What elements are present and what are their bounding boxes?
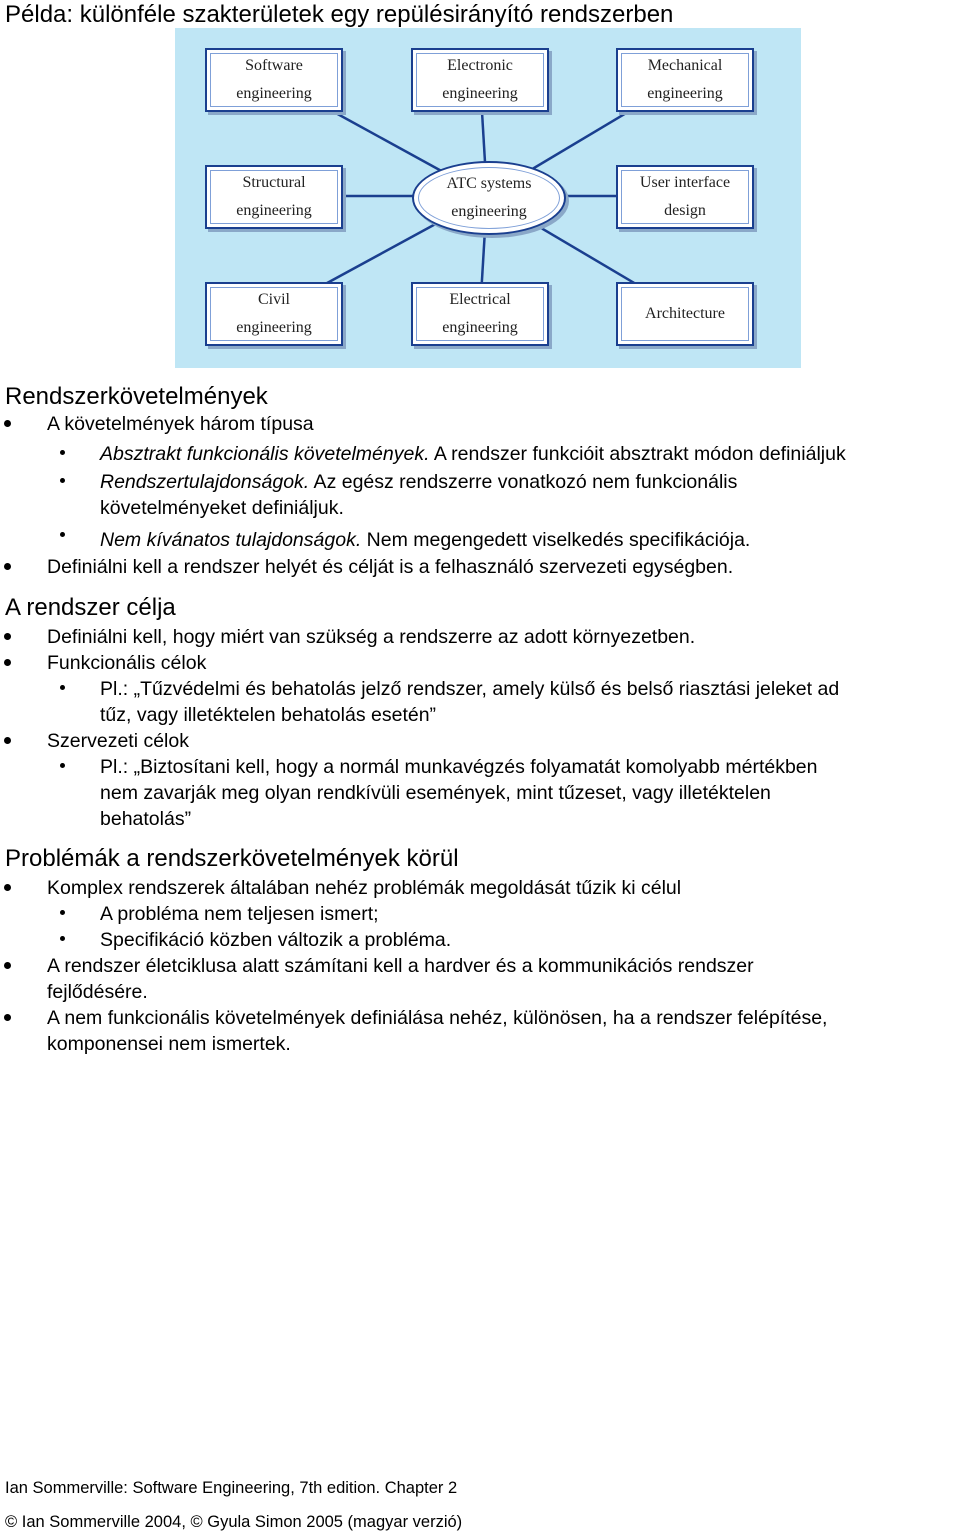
term: Nem kívánatos tulajdonságok. xyxy=(100,529,362,551)
list-item: A nem funkcionális követelmények definiálása nehéz, különösen, ha a rendszer felépítése, xyxy=(47,1007,828,1029)
box-software-engineering xyxy=(205,48,343,112)
ellipse-label-2: engineering xyxy=(451,203,527,220)
list-item: Pl.: „Tűzvédelmi és behatolás jelző rendszer, amely külső és belső riasztási jeleket ad xyxy=(100,678,840,700)
box-label-1: Mechanical xyxy=(647,57,723,74)
list-item: A rendszer életciklusa alatt számítani kell a hardver és a kommunikációs rendszer xyxy=(47,955,754,977)
term: Rendszertulajdonságok. xyxy=(100,471,310,493)
box-mechanical-engineering xyxy=(616,48,754,112)
page-title: Példa: különféle szakterületek egy repülésirányító rendszerben xyxy=(5,1,674,28)
list-item-continuation: nem zavarják meg olyan rendkívüli események, mint tűzeset, vagy illetéktelen xyxy=(100,782,771,804)
sub-bullet-icon xyxy=(60,532,65,537)
box-label-1: Software xyxy=(245,57,303,74)
box-label-2: engineering xyxy=(442,85,518,102)
list-item-continuation: tűz, vagy illetéktelen behatolás esetén” xyxy=(100,704,437,726)
list-item: A követelmények három típusa xyxy=(47,413,314,435)
list-item: Specifikáció közben változik a probléma. xyxy=(100,929,452,951)
list-item: Komplex rendszerek általában nehéz problémák megoldását tűzik ki célul xyxy=(47,877,682,899)
box-label-1: Electrical xyxy=(449,291,511,308)
sub-bullet-icon xyxy=(60,936,65,941)
sub-bullet-icon xyxy=(60,685,65,690)
box-label-2: engineering xyxy=(236,85,312,102)
box-label-2: engineering xyxy=(442,319,518,336)
ellipse-label-1: ATC systems xyxy=(446,175,532,192)
list-item: Pl.: „Biztosítani kell, hogy a normál munkavégzés folyamatát komolyabb mértékben xyxy=(100,756,818,778)
box-label-2: engineering xyxy=(236,319,312,336)
box-electronic-engineering xyxy=(411,48,549,112)
term: Absztrakt funkcionális követelmények. xyxy=(100,443,430,465)
bullet-icon xyxy=(4,962,11,969)
box-label-1: Electronic xyxy=(447,57,513,74)
list-item: Funkcionális célok xyxy=(47,652,207,674)
ellipse-atc-systems-engineering xyxy=(412,161,566,235)
heading-a-rendszer-celja: A rendszer célja xyxy=(5,594,176,621)
box-label-1: Architecture xyxy=(645,305,725,322)
box-architecture xyxy=(616,282,754,346)
box-structural-engineering xyxy=(205,165,343,229)
list-item xyxy=(100,527,750,553)
bullet-icon xyxy=(4,633,11,640)
heading-rendszerkovetelmenyek: Rendszerkövetelmények xyxy=(5,383,268,410)
box-user-interface-design xyxy=(616,165,754,229)
list-item: Definiálni kell a rendszer helyét és célját is a felhasználó szervezeti egységben. xyxy=(47,556,734,578)
box-label-1: Civil xyxy=(257,291,290,308)
box-label-2: engineering xyxy=(236,202,312,219)
atc-diagram xyxy=(175,28,801,368)
list-item: Definiálni kell, hogy miért van szükség a rendszerre az adott környezetben. xyxy=(47,626,696,648)
list-item-continuation: behatolás” xyxy=(100,808,192,830)
bullet-icon xyxy=(4,659,11,666)
box-label-2: engineering xyxy=(647,85,723,102)
sub-bullet-icon xyxy=(60,910,65,915)
footer-source: Ian Sommerville: Software Engineering, 7th edition. Chapter 2 xyxy=(5,1479,458,1497)
list-item: Szervezeti célok xyxy=(47,730,189,752)
box-label-1: Structural xyxy=(242,174,306,191)
box-electrical-engineering xyxy=(411,282,549,346)
sub-bullet-icon xyxy=(60,450,65,455)
list-item-continuation: követelményeket definiáljuk. xyxy=(100,497,344,519)
box-label-1: User interface xyxy=(639,174,731,191)
list-item-continuation: fejlődésére. xyxy=(47,981,148,1003)
sub-bullet-icon xyxy=(60,478,65,483)
bullet-icon xyxy=(4,420,11,427)
footer-copyright: © Ian Sommerville 2004, © Gyula Simon 2005 (magyar verzió) xyxy=(5,1513,463,1531)
description: Az egész rendszerre vonatkozó nem funkcionális xyxy=(309,471,738,493)
list-item xyxy=(100,469,737,495)
box-civil-engineering xyxy=(205,282,343,346)
description: Nem megengedett viselkedés specifikációja. xyxy=(361,529,751,551)
bullet-icon xyxy=(4,884,11,891)
box-label-2: design xyxy=(664,202,706,219)
bullet-icon xyxy=(4,1014,11,1021)
list-item-continuation: komponensei nem ismertek. xyxy=(47,1033,291,1055)
description: A rendszer funkcióit absztrakt módon definiáljuk xyxy=(429,443,846,465)
heading-problemak: Problémák a rendszerkövetelmények körül xyxy=(5,845,459,872)
sub-bullet-icon xyxy=(60,763,65,768)
list-item xyxy=(100,441,846,467)
bullet-icon xyxy=(4,737,11,744)
list-item: A probléma nem teljesen ismert; xyxy=(100,903,379,925)
bullet-icon xyxy=(4,563,11,570)
